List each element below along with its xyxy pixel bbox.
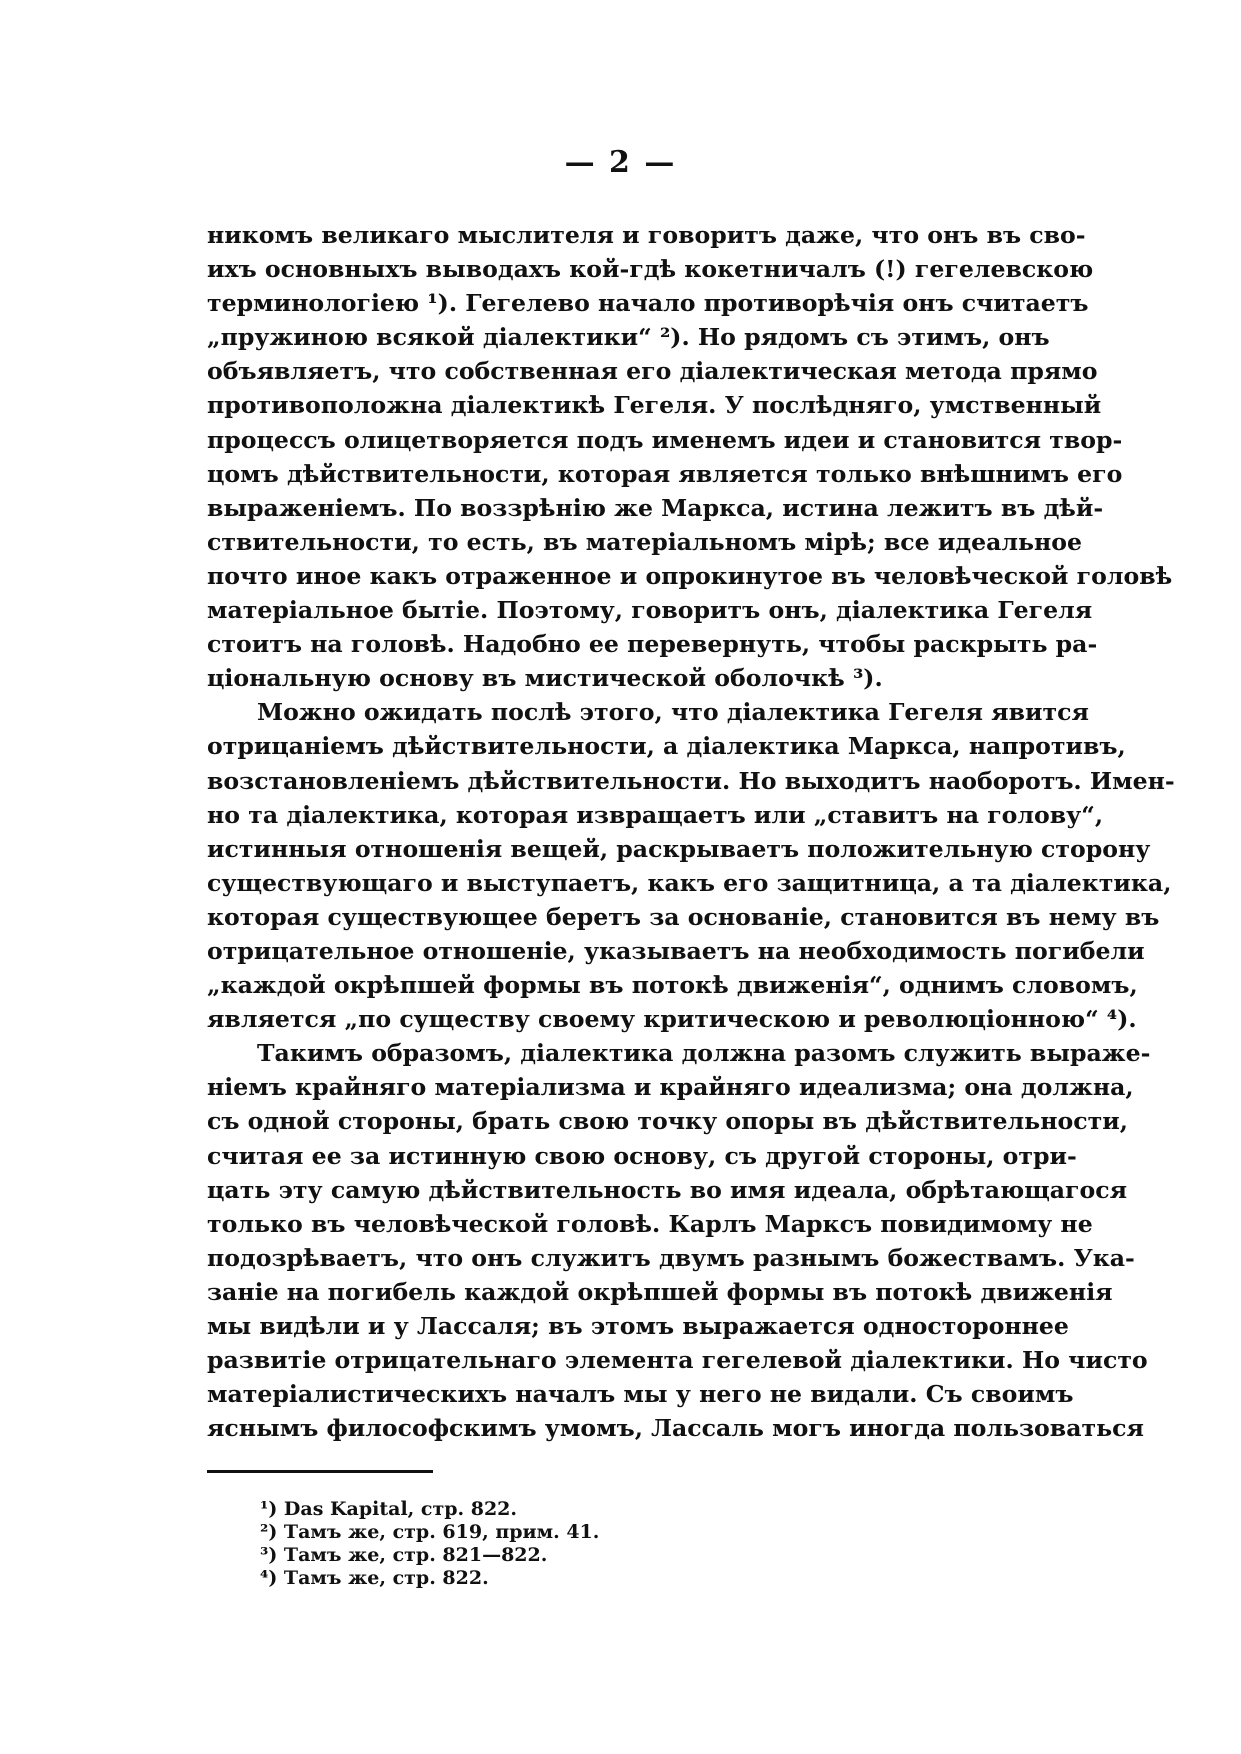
footnote: ³) Тамъ же, стр. 821—822. [260, 1544, 548, 1566]
paragraph [207, 695, 1175, 1036]
text-line: возстановленіемъ дѣйствительности. Но выходитъ наоборотъ. Имен- [207, 766, 1175, 795]
footnote: ¹) Das Kapital, стр. 822. [260, 1498, 518, 1520]
text-line: отрицаніемъ дѣйствительности, а діалектика Маркса, напротивъ, [207, 732, 1126, 761]
text-line: Можно ожидать послѣ этого, что діалектика Гегеля явится [257, 698, 1089, 727]
footnote: ⁴) Тамъ же, стр. 822. [260, 1567, 489, 1589]
text-line: почто иное какъ отраженное и опрокинутое въ человѣческой головѣ [207, 561, 1173, 590]
body-text [207, 218, 1175, 1445]
text-line: считая ее за истинную свою основу, съ другой стороны, отри- [207, 1141, 1077, 1170]
text-line: существующаго и выступаетъ, какъ его защитница, а та діалектика, [207, 868, 1172, 897]
text-line: отрицательное отношеніе, указываетъ на необходимость погибели [207, 936, 1145, 965]
text-line: никомъ великаго мыслителя и говоритъ даже, что онъ въ сво- [207, 221, 1086, 249]
text-line: „пружиною всякой діалектики“ ²). Но рядомъ съ этимъ, онъ [207, 323, 1050, 352]
text-line: „каждой окрѣпшей формы въ потокѣ движенія“, однимъ словомъ, [207, 971, 1138, 1000]
text-line: яснымъ философскимъ умомъ, Лассаль могъ иногда пользоваться [207, 1414, 1144, 1443]
page-number: — 2 — [564, 145, 677, 180]
text-line: Такимъ образомъ, діалектика должна разомъ служить выраже- [257, 1039, 1151, 1068]
footnotes [260, 1498, 760, 1590]
text-line: матеріальное бытіе. Поэтому, говоритъ онъ, діалектика Гегеля [207, 596, 1093, 625]
text-line: но та діалектика, которая извращаетъ или „ставитъ на голову“, [207, 800, 1104, 829]
footnote-divider [207, 1470, 433, 1473]
text-line: заніе на погибель каждой окрѣпшей формы въ потокѣ движенія [207, 1277, 1113, 1306]
text-line: объявляетъ, что собственная его діалектическая метода прямо [207, 357, 1098, 386]
text-line: цомъ дѣйствительности, которая является только внѣшнимъ его [207, 459, 1123, 488]
text-line: съ одной стороны, брать свою точку опоры въ дѣйствительности, [207, 1107, 1128, 1136]
text-line: цать эту самую дѣйствительность во имя идеала, обрѣтающагося [207, 1175, 1128, 1204]
paragraph [207, 218, 1173, 695]
text-line: терминологіею ¹). Гегелево начало противорѣчія онъ считаетъ [207, 289, 1089, 318]
text-line: подозрѣваетъ, что онъ служитъ двумъ разнымъ божествамъ. Ука- [207, 1243, 1135, 1272]
text-line: мы видѣли и у Лассаля; въ этомъ выражается одностороннее [207, 1312, 1069, 1340]
text-line: противоположна діалектикѣ Гегеля. У послѣдняго, умственный [207, 391, 1102, 420]
text-line: процессъ олицетворяется подъ именемъ идеи и становится твор- [207, 425, 1123, 454]
text-line: выраженіемъ. По воззрѣнію же Маркса, истина лежитъ въ дѣй- [207, 493, 1104, 522]
text-line: только въ человѣческой головѣ. Карлъ Марксъ повидимому не [207, 1209, 1093, 1238]
text-line: является „по существу своему критическою и революціонною“ ⁴). [207, 1005, 1137, 1034]
text-line: истинныя отношенія вещей, раскрываетъ положительную сторону [207, 834, 1151, 863]
footnote: ²) Тамъ же, стр. 619, прим. 41. [260, 1521, 600, 1543]
text-line: развитіе отрицательнаго элемента гегелевой діалектики. Но чисто [207, 1346, 1148, 1375]
text-line: ствительности, то есть, въ матеріальномъ мірѣ; все идеальное [207, 527, 1083, 556]
text-line: которая существующее беретъ за основаніе, становится въ нему въ [207, 902, 1160, 931]
text-line: ихъ основныхъ выводахъ кой-гдѣ кокетничалъ (!) гегелевскою [207, 255, 1094, 284]
text-line: ціональную основу въ мистической оболочкѣ ³). [207, 664, 883, 693]
text-line: матеріалистическихъ началъ мы у него не видали. Съ своимъ [207, 1380, 1074, 1409]
text-line: ніемъ крайняго матеріализма и крайняго идеализма; она должна, [207, 1073, 1134, 1102]
paragraph [207, 1036, 1151, 1445]
text-line: стоитъ на головѣ. Надобно ее перевернуть, чтобы раскрыть ра- [207, 630, 1098, 659]
